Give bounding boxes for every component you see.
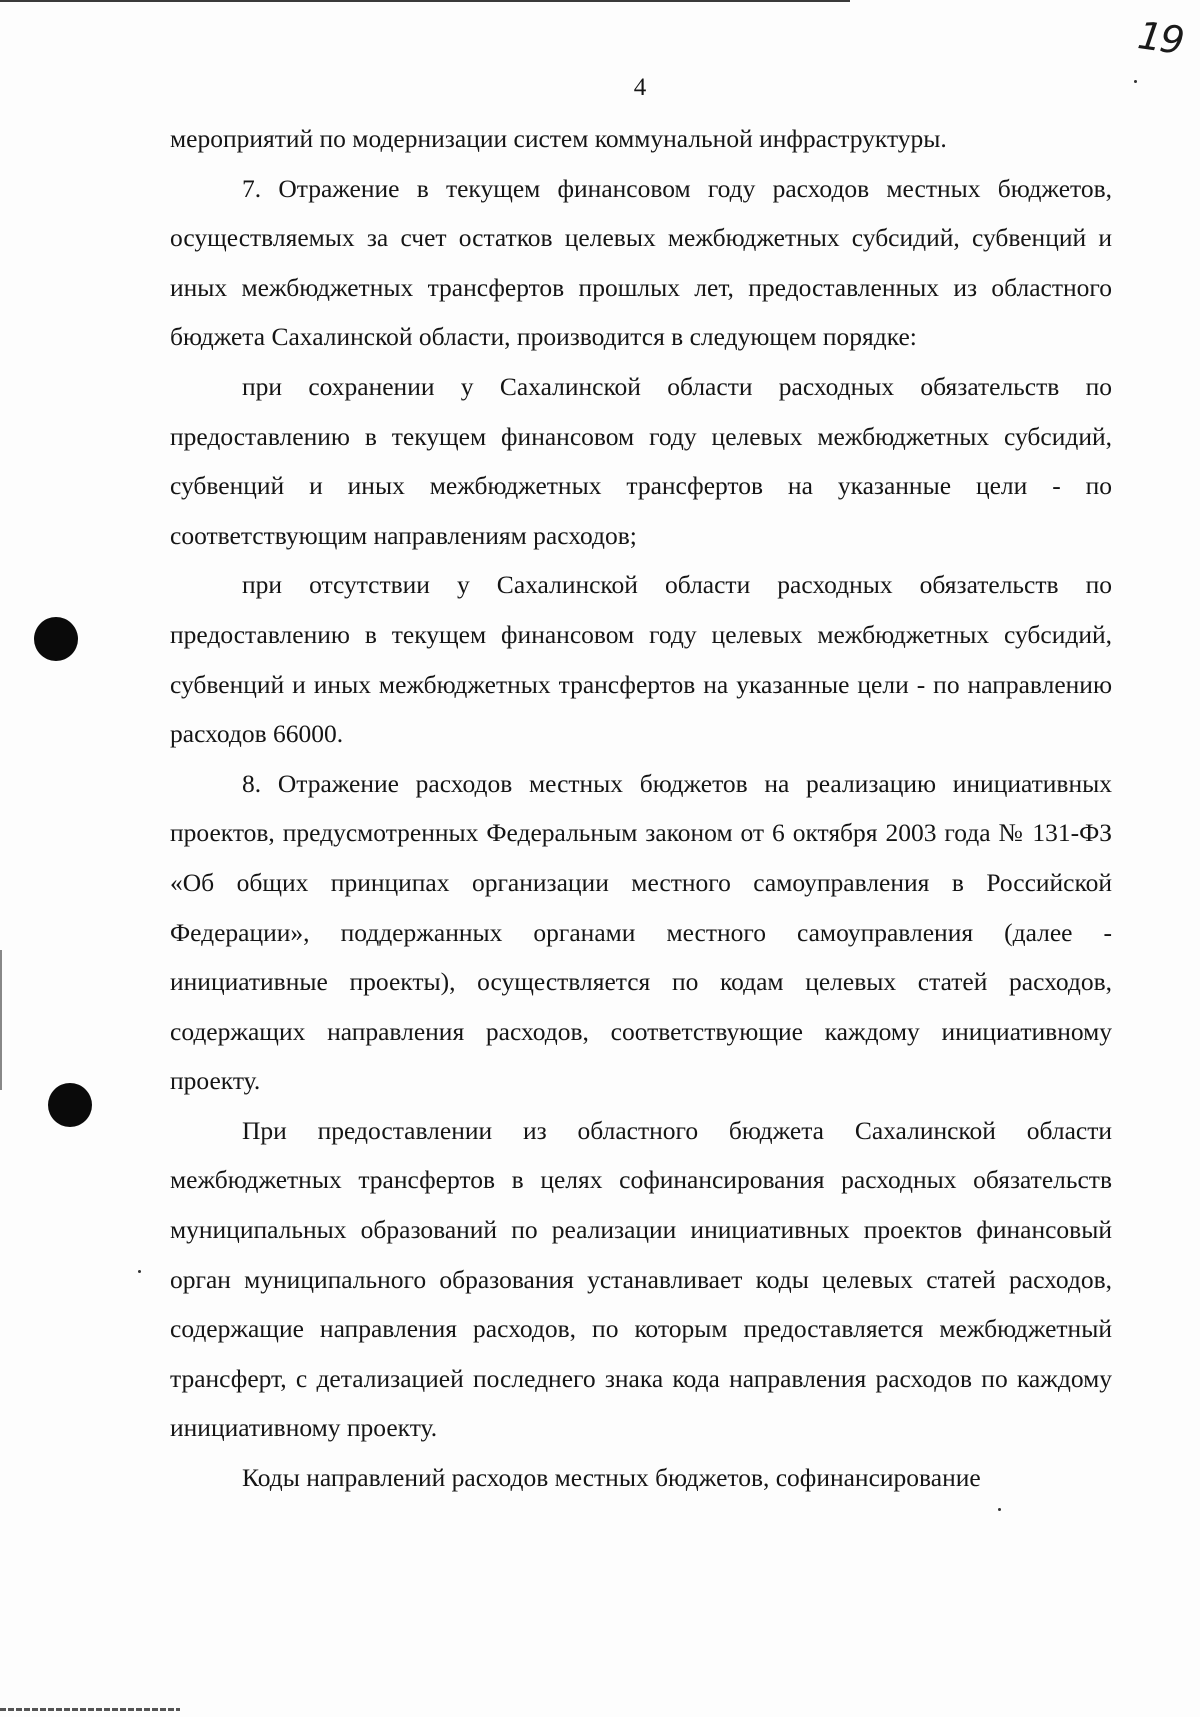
paragraph: при сохранении у Сахалинской области расходных обязательств по предоставлению в текущем финансовом году целевых межбюджетных субсидий, субвенций и иных межбюджетных трансфертов на указанные цели - по соответствующим направлениям расходов; <box>170 371 1112 550</box>
paragraph: 8. Отражение расходов местных бюджетов на реализацию инициативных проектов, предусмотренных Федеральным законом от 6 октября 2003 года № 131-ФЗ «Об общих принципах организации местного самоуправления в Российской Федерации», поддержанных органами местного самоуправления (далее - инициативные проекты), осуществляется по кодам целевых статей расходов, содержащих направления расходов, соответствующие каждому инициативному проекту. <box>170 768 1112 1096</box>
paragraph: 7. Отражение в текущем финансовом году расходов местных бюджетов, осуществляемых за счет остатков целевых межбюджетных субсидий, субвенций и иных межбюджетных трансфертов прошлых лет, предоставленных из областного бюджета Сахалинской области, производится в следующем порядке: <box>170 173 1112 352</box>
scan-speck <box>138 1270 141 1273</box>
punch-hole <box>34 617 78 661</box>
scan-speck <box>998 1508 1001 1511</box>
scan-edge-bottom <box>0 1708 180 1711</box>
paragraph: мероприятий по модернизации систем коммунальной инфраструктуры. <box>170 124 947 153</box>
page-number: 4 <box>633 74 647 101</box>
paragraph: При предоставлении из областного бюджета Сахалинской области межбюджетных трансфертов в целях софинансирования расходных обязательств муниципальных образований по реализации инициативных проектов финансовый орган муниципального образования устанавливает коды целевых статей расходов, содержащие направления расходов, по которым предоставляется межбюджетный трансферт, с детализацией последнего знака кода направления расходов по каждому инициативному проекту. <box>170 1115 1112 1443</box>
body-text <box>170 114 1112 1503</box>
scan-edge-left <box>0 950 2 1090</box>
paragraph: Коды направлений расходов местных бюджетов, софинансирование <box>242 1463 981 1493</box>
punch-hole <box>48 1083 92 1127</box>
paragraph: при отсутствии у Сахалинской области расходных обязательств по предоставлению в текущем финансовом году целевых межбюджетных субсидий, субвенций и иных межбюджетных трансфертов на указанные цели - по направлению расходов 66000. <box>170 570 1112 749</box>
handwritten-sheet-number: 19 <box>1135 13 1186 63</box>
scan-edge-top <box>0 0 850 2</box>
